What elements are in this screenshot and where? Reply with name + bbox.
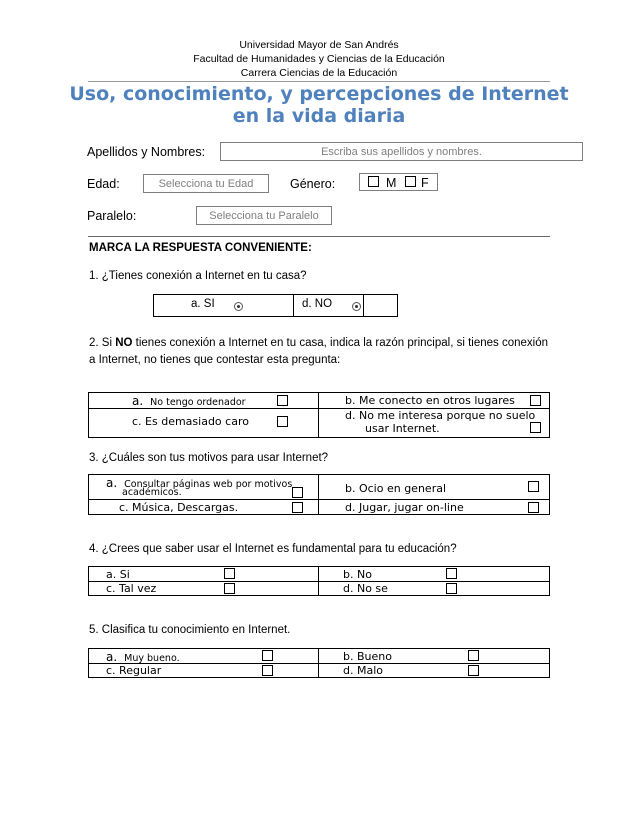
q3-checkbox-a[interactable] — [292, 487, 303, 498]
age-label: Edad: — [87, 177, 120, 191]
instruction-text: MARCA LA RESPUESTA CONVENIENTE: — [89, 242, 312, 254]
parallel-label: Paralelo: — [87, 209, 137, 223]
q2-text-line2: a Internet, no tienes que contestar esta pregunta: — [89, 354, 341, 366]
parallel-select[interactable]: Selecciona tu Paralelo — [196, 206, 332, 225]
q3-checkbox-c[interactable] — [292, 502, 303, 513]
q4-text: 4. ¿Crees que saber usar el Internet es fundamental para tu educación? — [89, 543, 457, 555]
header-divider — [88, 81, 550, 82]
q2-options — [88, 392, 550, 438]
q4-options — [88, 566, 550, 596]
q4-checkbox-c[interactable] — [224, 583, 235, 594]
q5-option-a: a. Muy bueno. — [106, 650, 180, 664]
gender-m-label: M — [386, 176, 397, 190]
q5-checkbox-c[interactable] — [262, 665, 273, 676]
q3-option-a-line2: académicos. — [122, 487, 182, 498]
q3-checkbox-d[interactable] — [528, 502, 539, 513]
q5-text: 5. Clasifica tu conocimiento en Internet. — [89, 624, 291, 636]
q3-checkbox-b[interactable] — [528, 481, 539, 492]
q3-option-b: b. Ocio en general — [345, 482, 447, 495]
survey-title-line1: Uso, conocimiento, y percepciones de Internet — [69, 83, 569, 105]
q1-text: 1. ¿Tienes conexión a Internet en tu casa? — [89, 270, 307, 282]
q3-text: 3. ¿Cuáles son tus motivos para usar Internet? — [89, 452, 329, 464]
q2-option-c: c. Es demasiado caro — [132, 415, 249, 428]
q4-option-c: c. Tal vez — [106, 582, 157, 595]
q3-options — [88, 474, 550, 515]
q2-option-b: b. Me conecto en otros lugares — [345, 394, 515, 407]
university-name: Universidad Mayor de San Andrés — [239, 39, 399, 51]
survey-title-line2: en la vida diaria — [232, 105, 406, 127]
q4-checkbox-b[interactable] — [446, 568, 457, 579]
name-input[interactable]: Escriba sus apellidos y nombres. — [220, 142, 583, 161]
q5-options — [88, 648, 550, 678]
q3-option-c: c. Música, Descargas. — [119, 501, 239, 514]
q1-option-si: a. SI — [191, 298, 215, 310]
faculty-name: Facultad de Humanidades y Ciencias de la Educación — [193, 53, 445, 65]
q4-option-a: a. Si — [106, 568, 130, 581]
q2-checkbox-d[interactable] — [530, 422, 541, 433]
q2-option-d-line2: usar Internet. — [365, 422, 440, 435]
q4-checkbox-a[interactable] — [224, 568, 235, 579]
q2-option-a: a. No tengo ordenador — [132, 394, 246, 408]
q2-checkbox-b[interactable] — [530, 395, 541, 406]
q4-option-b: b. No — [343, 568, 372, 581]
gender-f-checkbox[interactable] — [405, 176, 416, 187]
q5-checkbox-a[interactable] — [262, 650, 273, 661]
q2-checkbox-c[interactable] — [277, 416, 288, 427]
q5-checkbox-d[interactable] — [468, 665, 479, 676]
q2-checkbox-a[interactable] — [277, 395, 288, 406]
gender-label: Género: — [290, 177, 336, 191]
q5-option-c: c. Regular — [106, 664, 162, 677]
q4-checkbox-d[interactable] — [446, 583, 457, 594]
career-name: Carrera Ciencias de la Educación — [240, 67, 398, 79]
q5-option-b: b. Bueno — [343, 650, 392, 663]
gender-f-label: F — [421, 176, 429, 190]
q3-option-a-line1: a. Consultar páginas web por motivos — [106, 476, 293, 490]
q5-option-d: d. Malo — [343, 664, 383, 677]
age-select[interactable]: Selecciona tu Edad — [143, 174, 269, 193]
form-divider — [88, 236, 550, 237]
q1-radio-no[interactable] — [352, 302, 361, 311]
q4-option-d: d. No se — [343, 582, 388, 595]
q5-checkbox-b[interactable] — [468, 650, 479, 661]
q3-option-d: d. Jugar, jugar on-line — [345, 501, 464, 514]
q2-text-line1: 2. Si NO tienes conexión a Internet en tu casa, indica la razón principal, si tienes conexión — [89, 337, 548, 349]
q2-option-d-line1: d. No me interesa porque no suelo — [345, 409, 536, 422]
q1-option-no: d. NO — [302, 298, 333, 310]
name-label: Apellidos y Nombres: — [87, 145, 206, 159]
q1-options — [153, 294, 398, 317]
q1-radio-si[interactable] — [234, 302, 243, 311]
gender-m-checkbox[interactable] — [368, 176, 379, 187]
